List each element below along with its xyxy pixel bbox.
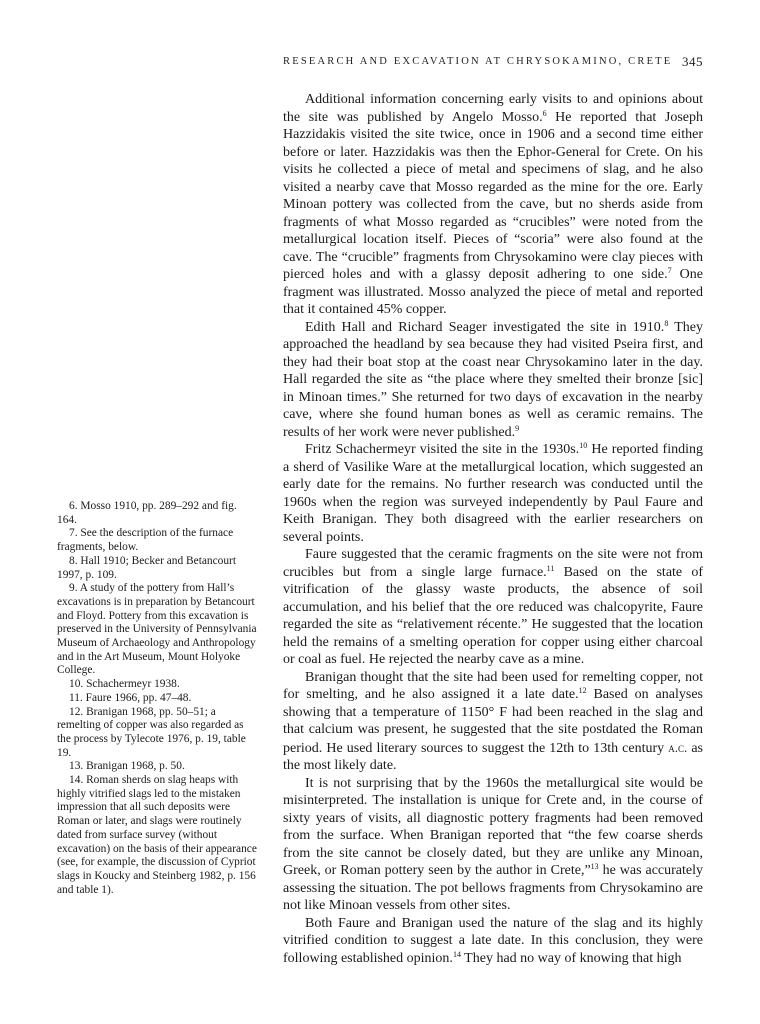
body-paragraph [283,546,703,669]
paragraph-text: Fritz Schachermeyr visited the site in the 1930s. [305,442,580,457]
paragraph-text: as the most likely date. [283,740,703,773]
footnote-marker: 13 [590,862,599,871]
paragraph-text: One fragment was illustrated. Mosso analyzed the piece of metal and reported that it contained 45% copper. [283,267,703,317]
paragraph-text: Based on the state of vitrification of the glassy waste products, the absence of soil accumulation, and his belief that the ore reduced was chalcopyrite, Faure regarded the site as “relativement récente.” He suggested that the location held the remains of a smelting operation for copper using either charcoal or coal as fuel. He rejected the nearby cave as a mine. [283,564,703,667]
footnote: 7. See the description of the furnace fragments, below. [57,527,234,554]
footnote: 9. A study of the pottery from Hall’s excavations is in preparation by Betancourt and Floyd. Pottery from this excavation is preserved in the University of Pennsylvania Museum of Archaeology and Anthropology and in the Art Museum, Mount Holyoke College. [57,582,257,677]
body-paragraph [283,669,703,775]
paragraph-text: He reported finding a sherd of Vasilike Ware at the metallurgical location, which suggested an early date for the remains. No further research was conducted until the 1960s when the region was surveyed independently by Paul Faure and Keith Branigan. They both disagreed with the earlier researchers on several points. [283,442,703,545]
paragraph-text: They had no way of knowing that high [460,950,682,966]
footnote: 13. Branigan 1968, p. 50. [69,760,185,773]
body-paragraph [283,319,703,442]
page-number: 345 [682,54,703,69]
paragraph-text: Additional information concerning early visits to and opinions about the site was published by Angelo Mosso. [283,92,703,125]
body-paragraph [283,441,703,546]
footnote: 14. Roman sherds on slag heaps with highly vitrified slags led to the mistaken impression that all such deposits were Roman or later, and slags were routinely dated from surface survey (without excavation) on the basis of their appearance (see, for example, the discussion of Cypriot slags in Koucky and Steinberg 1982, p. 156 and table 1). [57,774,257,896]
footnote-marker: 6 [542,108,547,118]
paragraph-text: Faure suggested that the ceramic fragments on the site were not from crucibles but from a single large furnace. [283,547,703,580]
running-head [283,56,703,67]
paragraph-text: Edith Hall and Richard Seager investigated the site in 1910. [305,319,665,335]
paragraph-text: he was accurately assessing the situation. The pot bellows fragments from Chrysokamino are not like Minoan vessels from other sites. [283,863,703,913]
footnote-marker: 12 [578,686,587,695]
footnote: 10. Schachermeyr 1938. [69,678,180,691]
paragraph-text: He reported that Joseph Hazzidakis visited the site twice, once in 1906 and a second time either before or later. Hazzidakis was then the Ephor-General for Crete. On his visits he collected a piece of metal and specimens of slag, and he also visited a nearby cave that Mosso regarded as the mine for the ore. Early Minoan pottery was collected from the cave, but no sherds aside from fragments of what Mosso regarded as “crucibles” were noted from the metallurgical location itself. Pieces of “scoria” were also found at the cave. The “crucible” fragments from Chrysokamino were clay pieces with pierced holes and with a glassy deposit adhering to one side. [283,109,703,282]
body-paragraph [283,91,703,319]
footnote-marker: 10 [579,441,588,450]
footnote: 8. Hall 1910; Becker and Betancourt 1997, p. 109. [57,554,237,581]
footnote-marker: 7 [667,266,672,275]
running-title: RESEARCH AND EXCAVATION AT CHRYSOKAMINO, CRETE [283,56,673,67]
footnote-marker: 8 [664,318,669,328]
small-caps-text: a.c. [668,739,688,755]
footnote-marker: 14 [452,949,461,959]
footnote: 12. Branigan 1968, pp. 50–51; a remelting of copper was also regarded as the process by Tylecote 1976, p. 19, table 19. [57,705,246,759]
footnotes-column [57,500,257,897]
paragraph-text: Both Faure and Branigan used the nature of the slag and its highly vitrified condition to suggest a late date. In this conclusion, they were following established opinion. [283,915,703,966]
footnote-marker: 11 [546,563,555,573]
paragraph-text: They approached the headland by sea because they had visited Pseira first, and they had their boat stop at the coast near Chrysokamino later in the day. Hall regarded the site as “the place where they smelted their bronze [sic] in Minoan times.” She returned for two days of excavation in the nearby cave, where she found human bones as well as ceramic remains. The results of her work were never published. [283,319,704,440]
body-paragraph [283,775,703,915]
paragraph-text: Branigan thought that the site had been used for remelting copper, not for smelting, and he also assigned it a late date. [283,669,703,702]
body-paragraph [283,915,703,968]
footnote: 6. Mosso 1910, pp. 289–292 and fig. 164. [57,500,237,526]
main-text-column [283,91,703,967]
paragraph-text: Based on analyses showing that a temperature of 1150° F had been reached in the slag and that calcium was present, he suggested that the site postdated the Roman period. He used literary sources to suggest the 12th to 13th century [283,687,703,756]
footnote-marker: 9 [515,423,520,433]
paragraph-text: It is not surprising that by the 1960s the metallurgical site would be misinterpreted. The installation is unique for Crete and, in the course of sixty years of visits, all diagnostic pottery fragments had been removed from the surface. When Branigan reported that “the few coarse sherds from the site cannot be closely dated, but they are unlike any Minoan, Greek, or Roman pottery seen by the author in Crete,” [283,775,703,878]
footnote: 11. Faure 1966, pp. 47–48. [69,691,192,704]
